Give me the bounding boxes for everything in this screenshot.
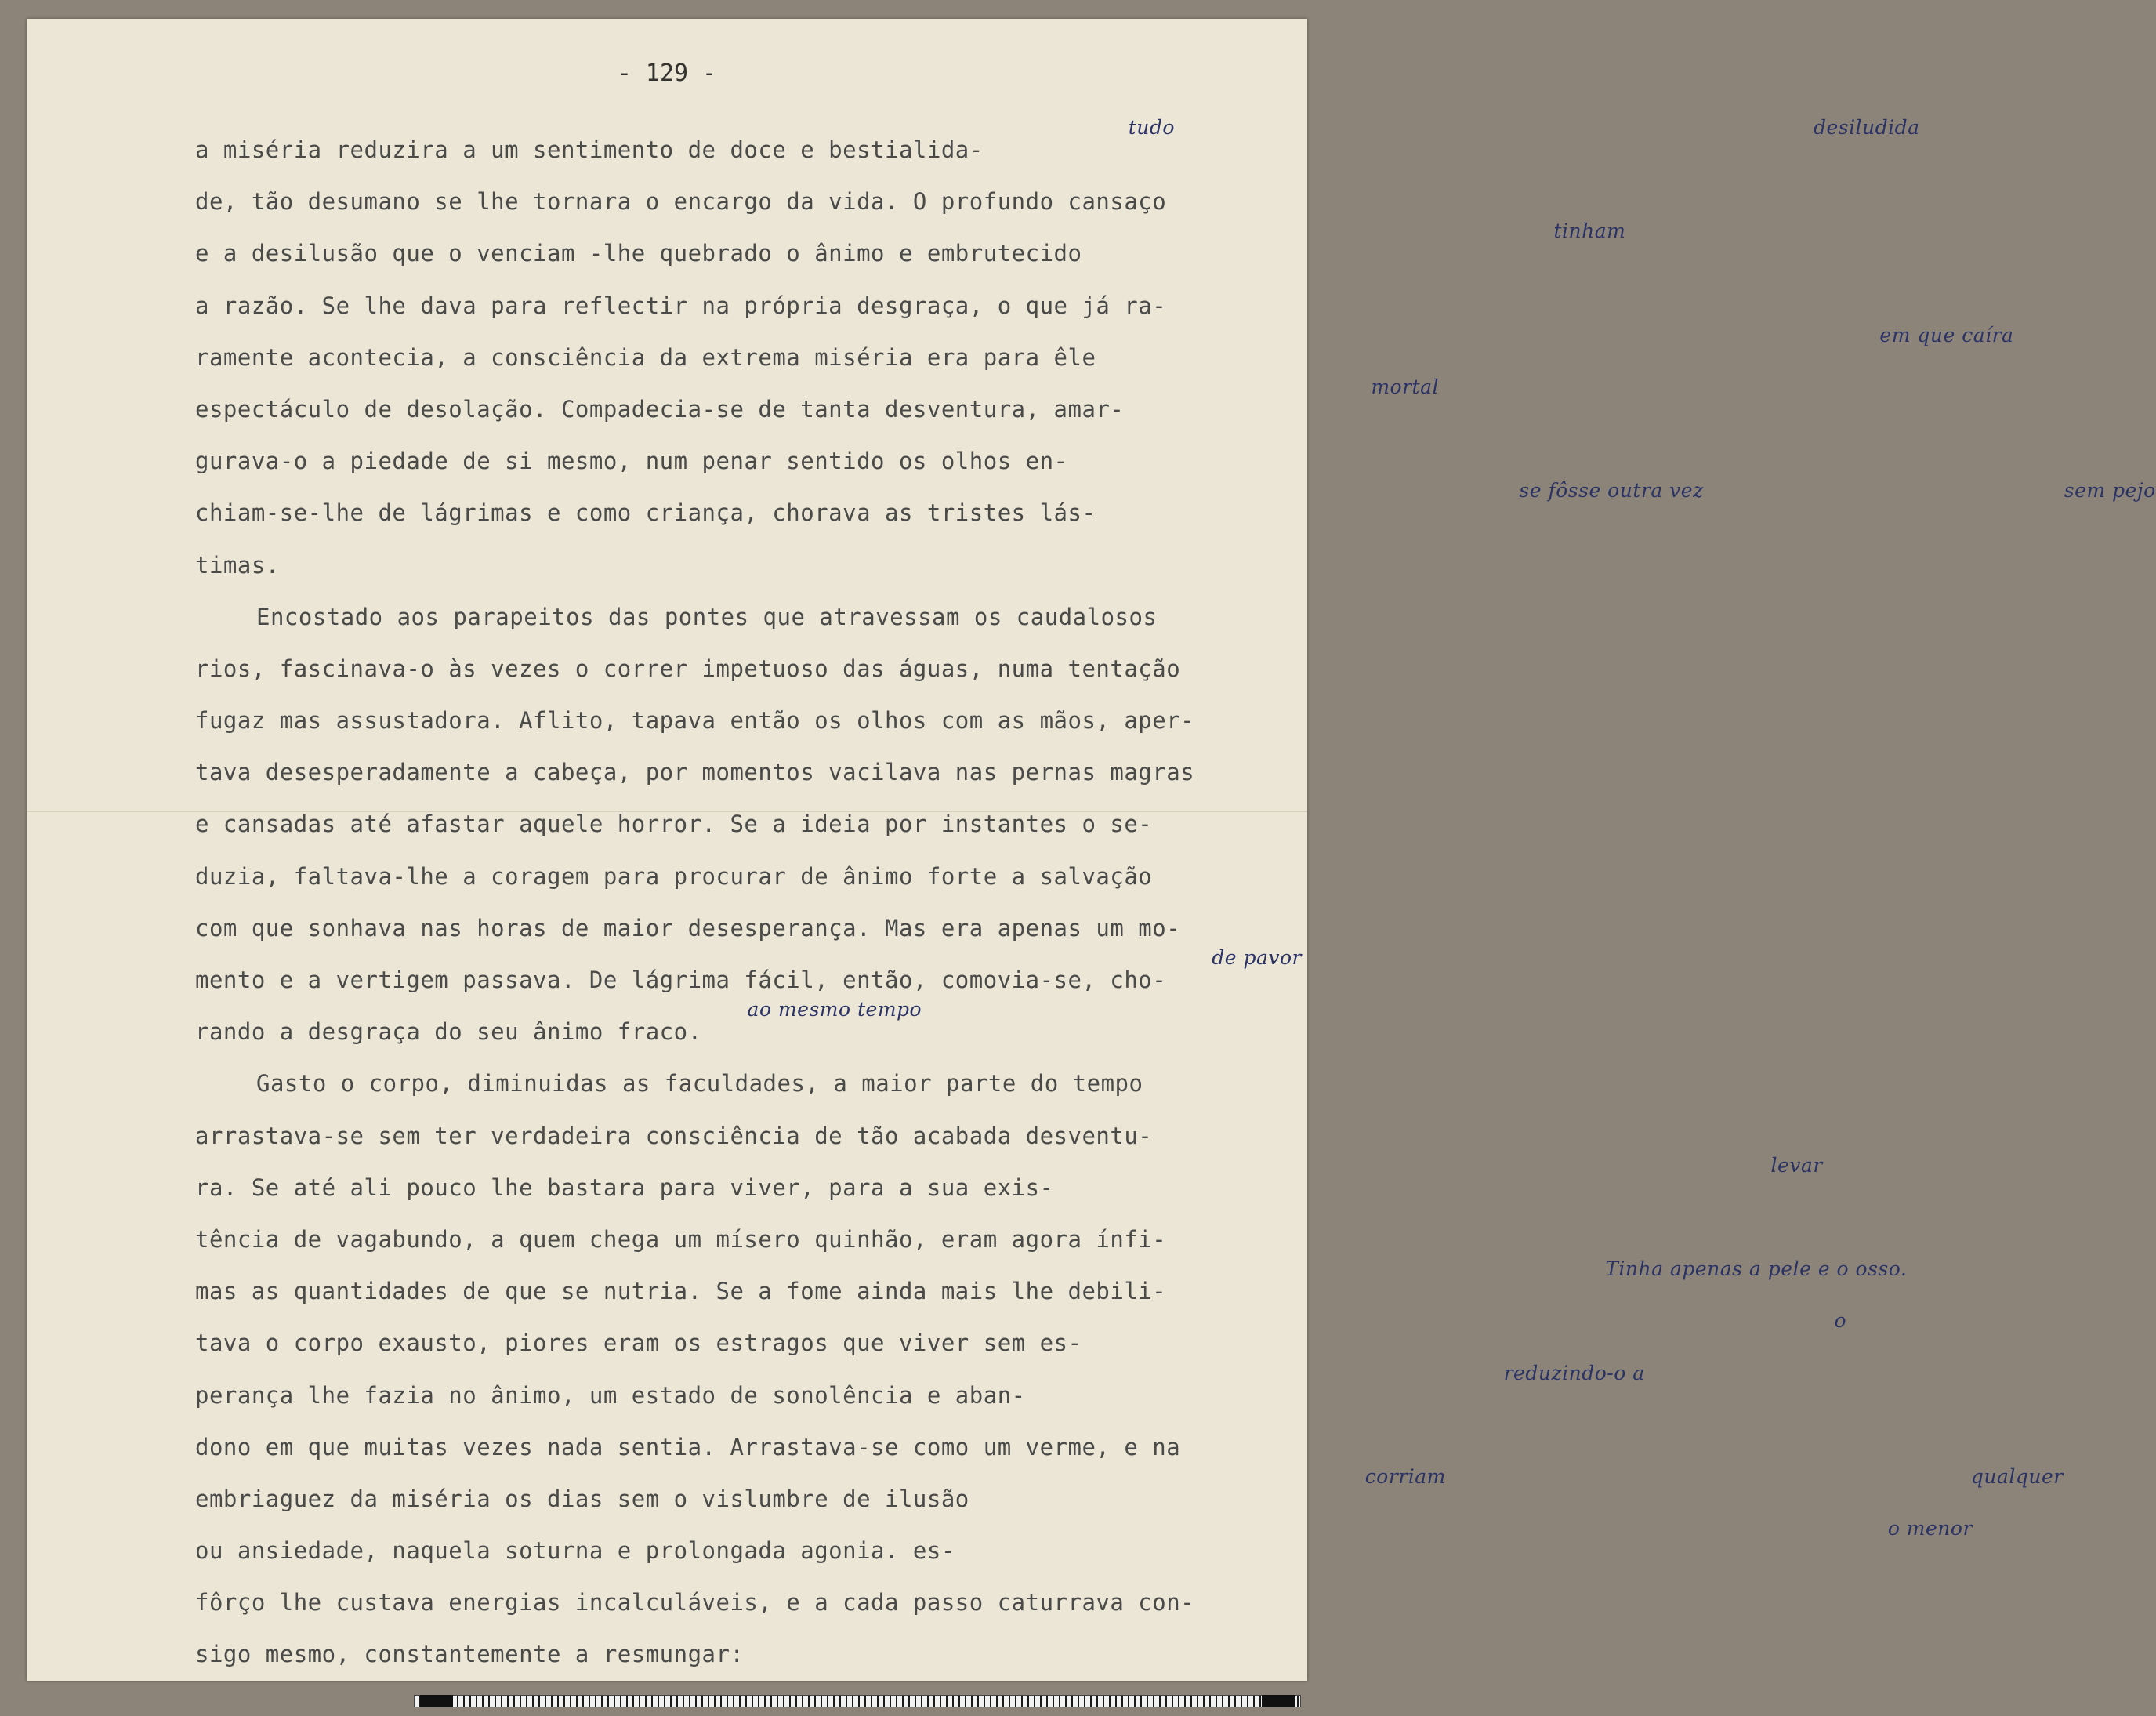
line-text: chiam-se-lhe de lágrimas e como criança, chorava as tristes lás- xyxy=(195,499,1096,527)
line-text: duzia, faltava-lhe a coragem para procurar de ânimo forte a salvação xyxy=(195,862,1153,890)
line-text: com que sonhava nas horas de maior desesperança. Mas era apenas um mo- xyxy=(195,914,1181,941)
handwritten-insertion: corriam xyxy=(1364,1464,1446,1488)
line-text: espectáculo de desolação. Compadecia-se de tanta desventura, amar- xyxy=(195,395,1125,423)
text-line xyxy=(195,219,1626,279)
line-text: fôrço lhe custava energias incalculáveis, e a cada passo caturrava con- xyxy=(195,1589,1195,1616)
text-line xyxy=(195,1361,1645,1421)
text-line xyxy=(195,375,1439,435)
handwritten-insertion: se fôsse outra vez xyxy=(1519,479,1704,502)
text-line xyxy=(195,851,1300,902)
text-line xyxy=(195,323,2014,383)
text-line xyxy=(195,435,1300,487)
line-text: mento e a vertigem passava. De lágrima fácil, então, comovia-se, cho- xyxy=(195,967,1167,993)
text-line xyxy=(195,1464,2064,1525)
handwritten-insertion: desiludida xyxy=(1813,116,1920,139)
line-text: dono em que muitas vezes nada sentia. Arrastava-se como um verme, e na xyxy=(195,1433,1181,1460)
text-line xyxy=(195,1153,1823,1214)
manuscript-page xyxy=(27,19,2156,1681)
handwritten-insertion: tudo xyxy=(1128,116,1175,139)
line-text: rios, fascinava-o às vezes o correr impetuoso das águas, numa tentação xyxy=(195,655,1181,682)
handwritten-insertion: sem pejo xyxy=(2064,479,2156,502)
text-line xyxy=(195,280,1300,332)
text-line xyxy=(195,1309,1847,1369)
line-text: arrastava-se sem ter verdadeira consciência de tão acabada desventu- xyxy=(195,1122,1153,1149)
text-line xyxy=(195,1517,1973,1576)
text-line xyxy=(195,746,1300,798)
handwritten-insertion: reduzindo-o a xyxy=(1503,1361,1645,1384)
ruler-mark xyxy=(420,1695,453,1707)
text-line xyxy=(195,479,2156,539)
scale-ruler xyxy=(414,1695,1301,1707)
text-line xyxy=(195,1058,1300,1109)
line-text: tava o corpo exausto, piores eram os estragos que viver sem es- xyxy=(195,1330,1082,1357)
line-text: Encostado aos parapeitos das pontes que atravessam os caudalosos xyxy=(256,603,1158,630)
line-text: gurava-o a piedade de si mesmo, num penar sentido os olhos en- xyxy=(195,448,1068,475)
text-line xyxy=(195,695,1300,746)
text-line xyxy=(195,1576,1300,1628)
text-line xyxy=(195,1628,1300,1680)
line-text: a razão. Se lhe dava para reflectir na própria desgraça, o que já ra- xyxy=(195,292,1167,319)
line-text: e a desilusão que o venciam -lhe quebrado o ânimo e embrutecido xyxy=(195,240,1082,267)
line-text: e cansadas até afastar aquele horror. Se a ideia por instantes o se- xyxy=(195,811,1153,838)
handwritten-insertion: em que caíra xyxy=(1879,323,2014,346)
text-line xyxy=(195,643,1300,695)
line-text: ra. Se até ali pouco lhe bastara para viver, para a sua exis- xyxy=(195,1174,1054,1201)
text-line xyxy=(195,1421,1300,1473)
line-text: timas. xyxy=(195,551,280,579)
handwritten-insertion: ao mesmo tempo xyxy=(747,998,922,1021)
text-line xyxy=(195,1110,1300,1162)
text-line xyxy=(195,998,1300,1058)
ruler-mark xyxy=(1262,1695,1295,1707)
line-text: Gasto o corpo, diminuidas as faculdades, a maior parte do tempo xyxy=(256,1070,1143,1097)
handwritten-insertion: mortal xyxy=(1371,375,1439,398)
line-text: ramente acontecia, a consciência da extrema miséria era para êle xyxy=(195,343,1096,371)
line-text: embriaguez da miséria os dias sem o vislumbre de ilusão xyxy=(195,1485,969,1512)
text-line xyxy=(195,176,1300,227)
line-text: ou ansiedade, naquela soturna e prolongada agonia. es- xyxy=(195,1537,955,1565)
line-text: fugaz mas assustadora. Aflito, tapava então os olhos com as mãos, aper- xyxy=(195,707,1195,735)
line-text: rando a desgraça do seu ânimo fraco. xyxy=(195,1018,702,1046)
line-text: mas as quantidades de que se nutria. Se a fome ainda mais lhe debili- xyxy=(195,1278,1167,1305)
text-line xyxy=(195,591,1300,643)
text-line xyxy=(195,1257,1908,1317)
handwritten-insertion: o xyxy=(1834,1309,1847,1333)
page-number: - 129 - xyxy=(617,60,717,87)
text-line xyxy=(195,902,1300,954)
text-line xyxy=(195,798,1300,850)
handwritten-insertion: de pavor xyxy=(1212,946,1302,969)
line-text: a miséria reduzira a um sentimento de doce e bestialida- xyxy=(195,136,984,163)
text-line xyxy=(195,1214,1300,1265)
line-text: de, tão desumano se lhe tornara o encargo da vida. O profundo cansaço xyxy=(195,188,1167,216)
line-text: perança lhe fazia no ânimo, um estado de sonolência e aban- xyxy=(195,1381,1026,1409)
line-text: tência de vagabundo, a quem chega um mísero quinhão, eram agora ínfi- xyxy=(195,1225,1167,1253)
handwritten-insertion: o menor xyxy=(1887,1517,1973,1540)
handwritten-insertion: levar xyxy=(1770,1153,1823,1177)
typed-text xyxy=(195,116,2156,1681)
handwritten-insertion: Tinha apenas a pele e o osso. xyxy=(1605,1257,1908,1281)
handwritten-insertion: tinham xyxy=(1553,219,1626,243)
text-line xyxy=(195,116,1920,176)
line-text: sigo mesmo, constantemente a resmungar: xyxy=(195,1641,745,1668)
handwritten-insertion: qualquer xyxy=(1970,1464,2064,1488)
text-line xyxy=(195,539,1300,591)
line-text: tava desesperadamente a cabeça, por momentos vacilava nas pernas magras xyxy=(195,759,1195,786)
